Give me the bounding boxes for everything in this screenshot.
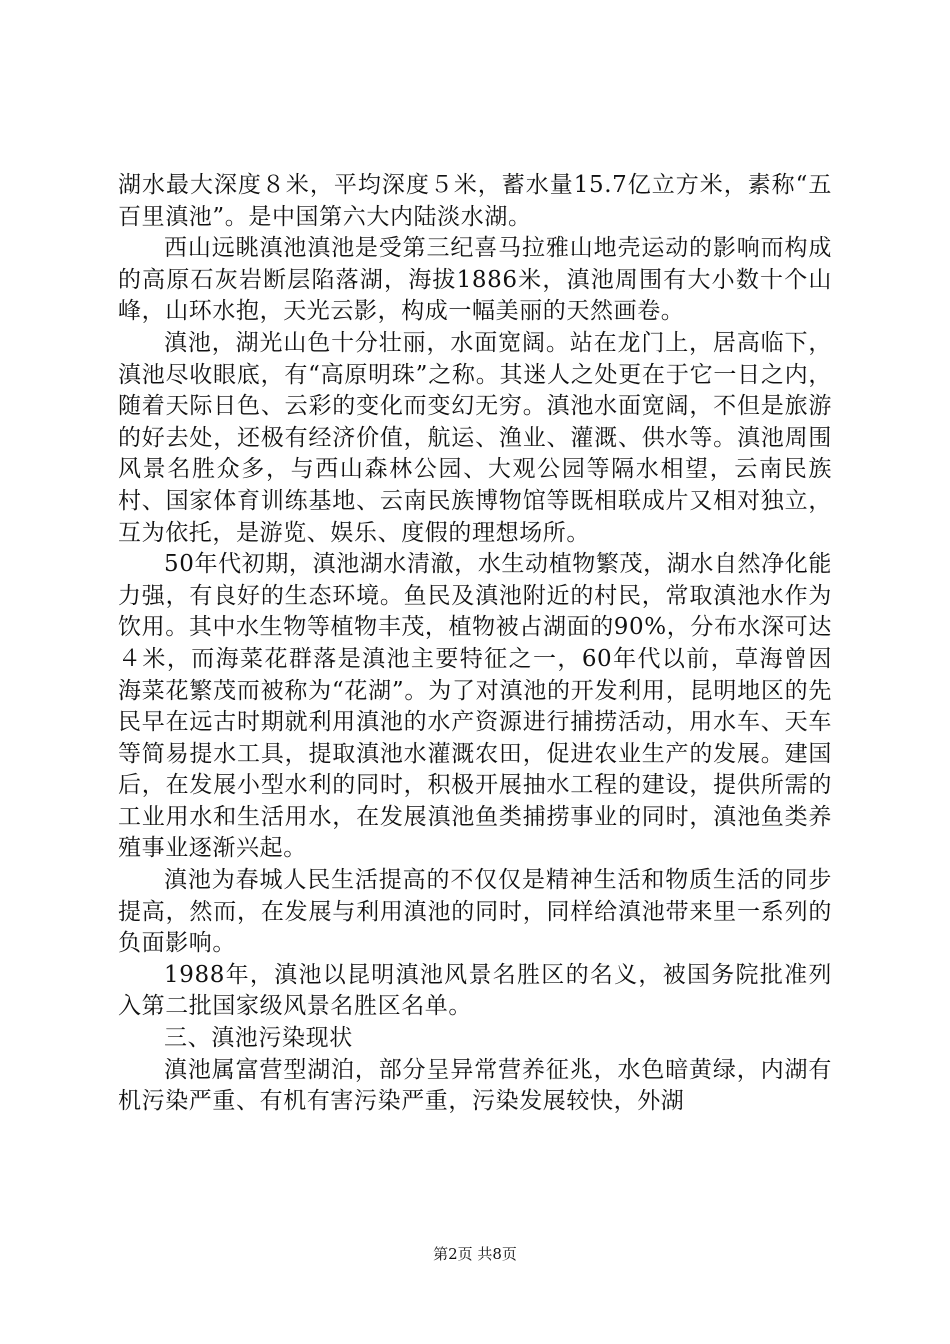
paragraph-scenic-area: 1988年，滇池以昆明滇池风景名胜区的名义，被国务院批准列入第二批国家级风景名胜区名单。 <box>118 961 832 1020</box>
page-number-footer: 第2页 共8页 <box>433 1245 517 1263</box>
paragraph-ecology-history: 50年代初期，滇池湖水清澈，水生动植物繁茂，湖水自然净化能力强，有良好的生态环境。鱼民及滇池附近的村民，常取滇池水作为饮用。其中水生物等植物丰茂，植物被占湖面的90%，分布水深可达４米，而海菜花群落是滇池主要特征之一，60年代以前，草海曾因海菜花繁茂而被称为“花湖”。为了对滇池的开发利用，昆明地区的先民早在远古时期就利用滇池的水产资源进行捕捞活动，用水车、天车等简易提水工具，提取滇池水灌溉农田，促进农业生产的发展。建国后，在发展小型水利的同时，积极开展抽水工程的建设，提供所需的工业用水和生活用水，在发展滇池鱼类捕捞事业的同时，滇池鱼类养殖事业逐渐兴起。 <box>118 551 832 862</box>
paragraph-geology: 西山远眺滇池滇池是受第三纪喜马拉雅山地壳运动的影响而构成的高原石灰岩断层陷落湖，海拔1886米，滇池周围有大小数十个山峰，山环水抱，天光云影，构成一幅美丽的天然画卷。 <box>118 235 832 325</box>
paragraph-negative-impact: 滇池为春城人民生活提高的不仅仅是精神生活和物质生活的同步提高，然而，在发展与利用滇池的同时，同样给滇池带来里一系列的负面影响。 <box>118 867 832 957</box>
paragraph-pollution-status: 滇池属富营型湖泊，部分呈异常营养征兆，水色暗黄绿，内湖有机污染严重、有机有害污染严重，污染发展较快，外湖 <box>118 1056 832 1115</box>
body-text <box>118 170 832 1118</box>
paragraph-lake-depth: 湖水最大深度８米，平均深度５米，蓄水量15.7亿立方米，素称“五百里滇池”。是中国第六大内陆淡水湖。 <box>118 172 832 230</box>
paragraph-scenery: 滇池，湖光山色十分壮丽，水面宽阔。站在龙门上，居高临下，滇池尽收眼底，有“高原明珠”之称。其迷人之处更在于它一日之内，随着天际日色、云彩的变化而变幻无穷。滇池水面宽阔，不但是旅游的好去处，还极有经济价值，航运、渔业、灌溉、供水等。滇池周围风景名胜众多，与西山森林公园、大观公园等隔水相望，云南民族村、国家体育训练基地、云南民族博物馆等既相联成片又相对独立，互为依托，是游览、娱乐、度假的理想场所。 <box>118 329 832 546</box>
section-heading-pollution: 三、滇池污染现状 <box>164 1025 353 1052</box>
